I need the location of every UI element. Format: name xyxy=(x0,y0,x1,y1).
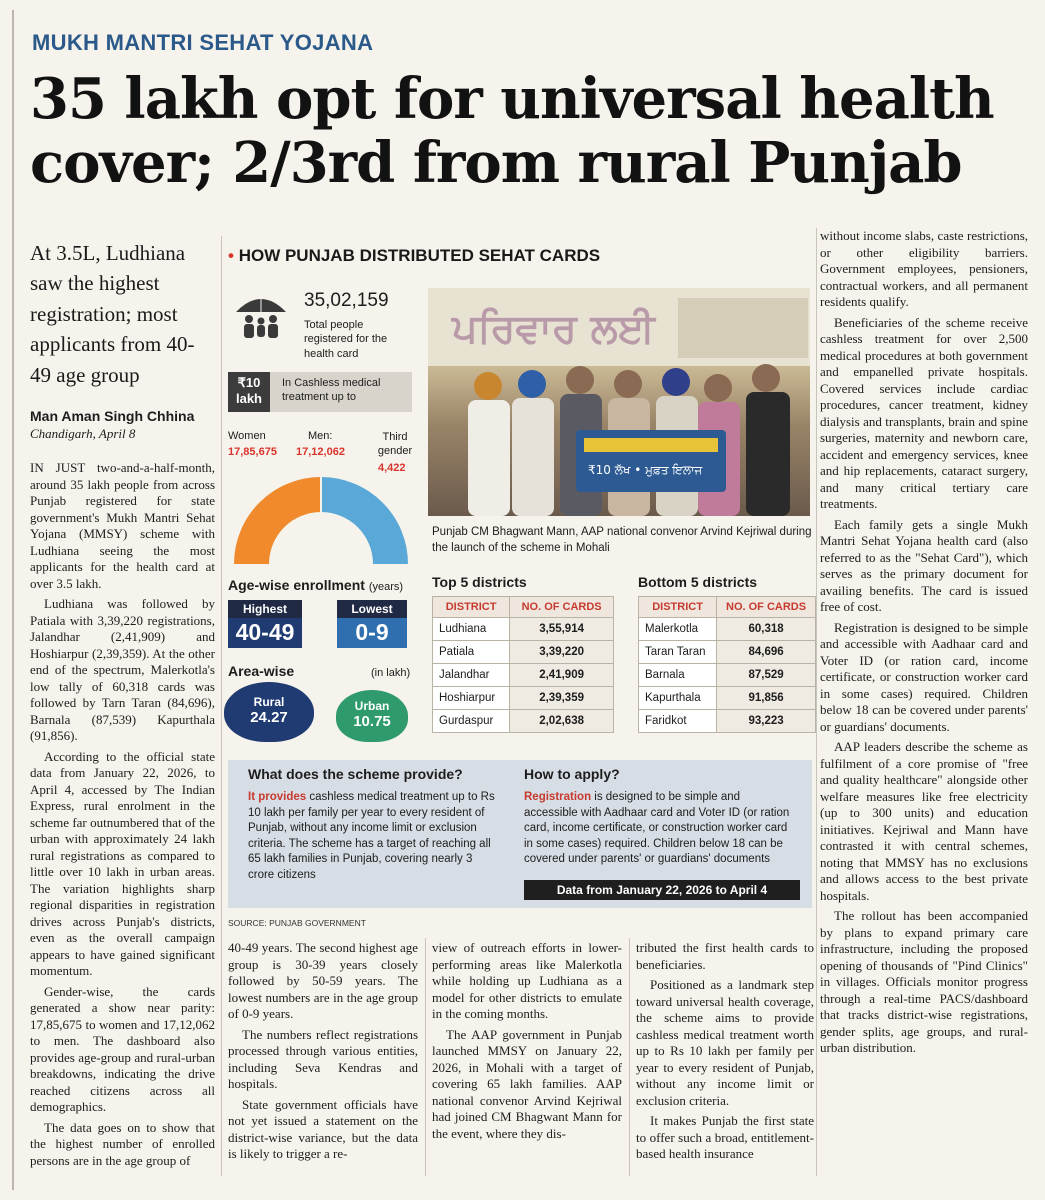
source-note: SOURCE: PUNJAB GOVERNMENT xyxy=(228,918,366,928)
area-wise-unit: (in lakh) xyxy=(371,667,411,679)
men-value: 17,12,062 xyxy=(296,446,345,458)
paragraph: According to the official state data from January 22, 2026, to April 4, accessed by The Indian Express, rural enrolment in the scheme far outnumbered that of the urban with approximately 24 lakh rural registrations as compared to little over 10 lakh in urban areas. The variation highlights sharp regional disparities in registration drives across Punjab's districts, even as the overall campaign appears to have gained significant momentum. xyxy=(30,748,215,978)
paragraph: The data goes on to show that the highest number of enrolled persons are in the age group of xyxy=(30,1119,215,1168)
total-registrations-note: Total people registered for the health card xyxy=(304,319,388,360)
paragraph: The rollout has been accompanied by plans to expand primary care infrastructure, including the proposed opening of thousands of "Pind Clinics" in villages. Officials monitor progress through a real-time PACS/dashboard that tracks district-wise registrations, gender splits, age groups, and rural-urban distribution. xyxy=(820,908,1028,1055)
cover-amount: ₹10 lakh xyxy=(228,372,270,412)
paragraph: tributed the first health cards to beneficiaries. xyxy=(636,940,814,972)
dateline: Chandigarh, April 8 xyxy=(30,426,136,441)
launch-event-photo xyxy=(428,288,810,516)
age-wise-title: Age-wise enrollment (years) xyxy=(228,577,404,593)
table-row: Kapurthala 91,856 xyxy=(639,687,816,710)
total-registrations: 35,02,159 xyxy=(304,290,389,311)
paragraph: The numbers reflect registrations processed through various entities, including Seva Kendras and hospitals. xyxy=(228,1026,418,1091)
third-gender-value: 4,422 xyxy=(378,462,406,474)
photo-caption: Punjab CM Bhagwant Mann, AAP national convenor Arvind Kejriwal during the launch of the scheme in Mohali xyxy=(432,526,812,555)
article-column-5 xyxy=(820,228,1028,1061)
rural-bubble: Rural 24.27 xyxy=(224,682,314,742)
gender-gauge-chart xyxy=(228,474,414,570)
apply-title: How to apply? xyxy=(524,766,620,782)
paragraph: Gender-wise, the cards generated a show near parity: 17,85,675 to women and 17,12,062 to men. The dashboard also provides age-group and rural-urban breakdowns, indicating the drive reached citizens across all demographics. xyxy=(30,983,215,1114)
urban-bubble: Urban 10.75 xyxy=(336,690,408,742)
column-divider xyxy=(629,938,630,1176)
byline: Man Aman Singh Chhina xyxy=(30,408,195,424)
table-row: Jalandhar 2,41,909 xyxy=(433,664,614,687)
table-header: DISTRICT xyxy=(639,597,717,618)
column-divider xyxy=(221,236,222,1176)
paragraph: Registration is designed to be simple and accessible with Aadhaar card and Voter ID (or ration card, income certificate, or construction worker card in some cases) required. Children below 18 can be covered under parents' or guardians' documents. xyxy=(820,619,1028,734)
section-tag: MUKH MANTRI SEHAT YOJANA xyxy=(32,30,374,55)
paragraph: It makes Punjab the first state to offer such a broad, entitlement-based health insurance xyxy=(636,1113,814,1161)
men-label: Men: xyxy=(308,430,333,442)
table-row: Patiala 3,39,220 xyxy=(433,641,614,664)
table-header: NO. OF CARDS xyxy=(717,597,816,618)
article-column-1 xyxy=(30,460,215,1173)
cover-amount-note: In Cashless medical treatment up to xyxy=(282,377,381,404)
table-header: DISTRICT xyxy=(433,597,510,618)
women-label: Women xyxy=(228,430,266,442)
provide-title: What does the scheme provide? xyxy=(248,766,463,782)
article-column-3 xyxy=(432,940,622,1146)
bottom5-districts-table xyxy=(638,596,816,733)
photo-card-text: ₹10 ਲੱਖ • ਮੁਫ਼ਤ ਇਲਾਜ xyxy=(588,463,703,477)
column-divider xyxy=(816,228,817,1176)
paragraph: AAP leaders describe the scheme as fulfilment of a core promise of "free and quality healthcare" alongside other welfare measures like free electricity (up to 300 units) and education initiatives. Kejriwal and Mann have contrasted it with central schemes, noting that MMSY has no exclusions and allows access to the best private hospitals. xyxy=(820,739,1028,903)
age-highest-box: Highest 40-49 xyxy=(228,600,302,648)
area-wise-title: Area-wise xyxy=(228,663,295,679)
third-gender-label: Third gender xyxy=(377,431,413,458)
paragraph: IN JUST two-and-a-half-month, around 35 lakh people from across Punjab registered for state government's Mukh Mantri Sehat Yojana (MMSY) scheme with Ludhiana seeing the most applicants for the health card at over 3.5 lakh. xyxy=(30,460,215,591)
paragraph: view of outreach efforts in lower-performing areas like Malerkotla while holding up Ludhiana as a model for other districts to emulate in the coming months. xyxy=(432,940,622,1021)
photo-banner-text: ਪਰਿਵਾਰ ਲਈ xyxy=(452,306,655,352)
table-row: Malerkotla 60,318 xyxy=(639,618,816,641)
paragraph: State government officials have not yet issued a statement on the district-wise variance, but the data is likely to trigger a re- xyxy=(228,1096,418,1161)
bottom5-title: Bottom 5 districts xyxy=(638,574,758,590)
table-row: Barnala 87,529 xyxy=(639,664,816,687)
article-column-2 xyxy=(228,940,418,1167)
table-row: Ludhiana 3,55,914 xyxy=(433,618,614,641)
paragraph: Positioned as a landmark step toward universal health coverage, the scheme aims to provide cashless medical treatment worth up to Rs 10 lakh per family per year to every resident of Punjab, without any income limit or exclusion criteria. xyxy=(636,977,814,1108)
paragraph: Ludhiana was followed by Patiala with 3,39,220 registrations, Jalandhar (2,41,909) and Hoshiarpur (2,39,359). At the other end of the spectrum, Malerkotla's low tally of 60,318 cards was followed by Tarn Taran (84,696), Barnala (87,539) Kapurthala (91,856). xyxy=(30,596,215,743)
headline xyxy=(30,68,1020,196)
gauge-men-segment xyxy=(321,477,408,564)
paragraph: Each family gets a single Mukh Mantri Sehat Yojana health card (also referred to as the "Sehat Card"), which serves as the primary document for availing benefits. The card is issued free of cost. xyxy=(820,516,1028,614)
article-column-4 xyxy=(636,940,814,1167)
table-row: Taran Taran 84,696 xyxy=(639,641,816,664)
apply-text: Registration is designed to be simple and accessible with Aadhaar card and Voter ID (or ration card, income certificate, or construction worker card in some cases) required. Children below 18 can be covered under parents' or guardians' documents xyxy=(524,791,790,866)
top5-title: Top 5 districts xyxy=(432,574,527,590)
provide-text: It provides cashless medical treatment up to Rs 10 lakh per family per year to every resident of Punjab, without any income limit or exclusion criteria. The scheme has a target of reaching all 65 lakh families in Punjab, covering nearly 3 crore citizens xyxy=(248,791,495,881)
paragraph: Beneficiaries of the scheme receive cashless treatment for over 2,500 medical procedures at both government and empanelled private hospitals. Covered services include cardiac procedures, cancer treatment, kidney dialysis and transplants, brain and spine surgeries, maternity and newborn care, accident and emergency services, knee and hip replacements, cataract surgery, and many critical tertiary care treatments. xyxy=(820,314,1028,511)
table-row: Gurdaspur 2,02,638 xyxy=(433,710,614,733)
paragraph: 40-49 years. The second highest age group is 30-39 years closely followed by 50-59 years. The lowest numbers are in the age group of 0-9 years. xyxy=(228,940,418,1021)
column-divider xyxy=(425,938,426,1176)
table-row: Hoshiarpur 2,39,359 xyxy=(433,687,614,710)
gauge-women-segment xyxy=(234,477,321,564)
paragraph: without income slabs, caste restrictions, or other eligibility barriers. Government employees, pensioners, contractual workers, and all permanent residents qualify. xyxy=(820,228,1028,309)
age-lowest-box: Lowest 0-9 xyxy=(337,600,407,648)
deck: At 3.5L, Ludhiana saw the highest registration; most applicants from 40-49 age group xyxy=(30,241,195,387)
women-value: 17,85,675 xyxy=(228,446,277,458)
table-row: Faridkot 93,223 xyxy=(639,710,816,733)
top5-districts-table xyxy=(432,596,614,733)
umbrella-family-icon xyxy=(232,290,290,342)
page-edge-rule xyxy=(12,10,14,1190)
data-range-bar: Data from January 22, 2026 to April 4 xyxy=(524,880,800,900)
headline-line-1: 35 lakh opt for universal health xyxy=(30,66,994,132)
infographic-title: • HOW PUNJAB DISTRIBUTED SEHAT CARDS xyxy=(228,246,601,265)
paragraph: The AAP government in Punjab launched MMSY on January 22, 2026, in Mohali with a target of covering 65 lakh families. AAP national convenor Arvind Kejriwal had joined CM Bhagwant Mann for the event, where they dis- xyxy=(432,1026,622,1141)
table-header: NO. OF CARDS xyxy=(510,597,614,618)
headline-line-2: cover; 2/3rd from rural Punjab xyxy=(30,129,962,196)
